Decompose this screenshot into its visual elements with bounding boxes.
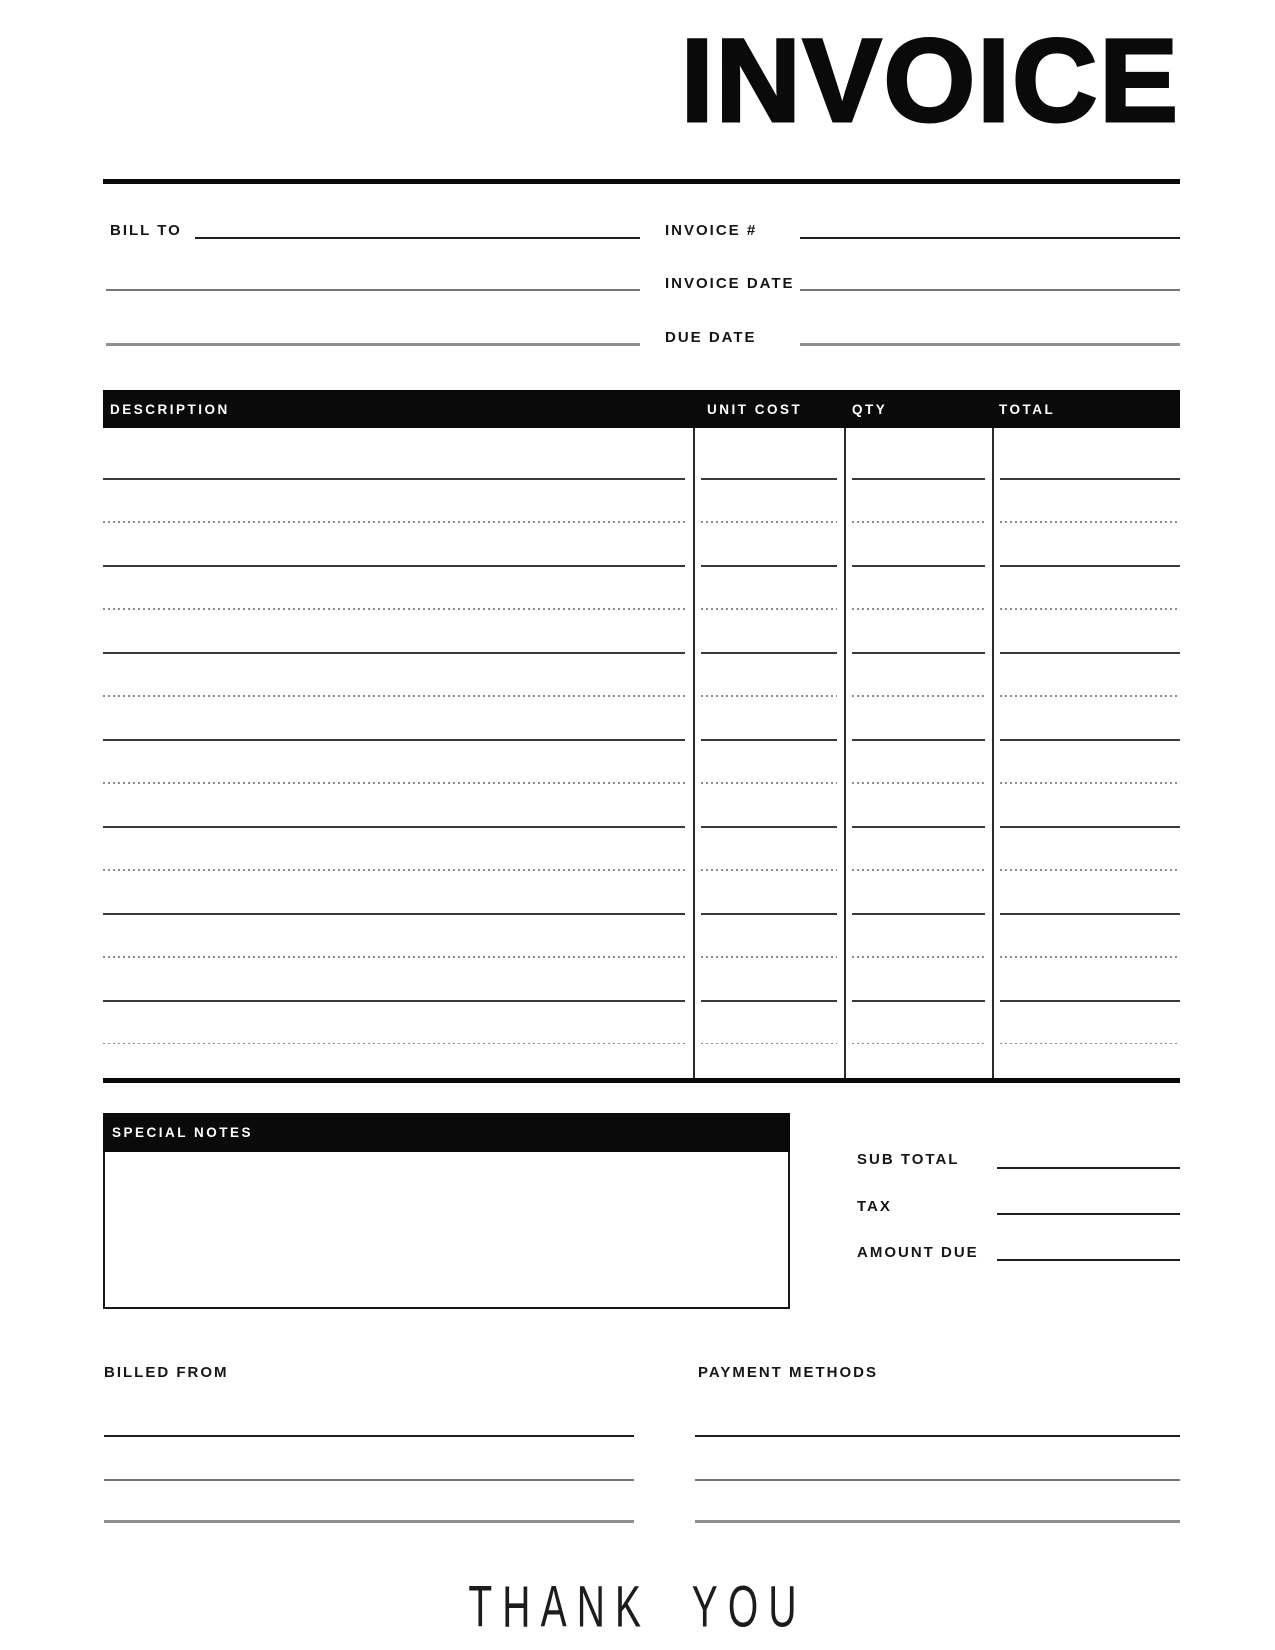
bill-to-input-line-2[interactable] <box>106 289 640 291</box>
billed-from-input-line-1[interactable] <box>104 1435 634 1437</box>
items-table-header <box>103 390 1180 428</box>
payment-methods-input-line-3[interactable] <box>695 1520 1180 1523</box>
table-column-divider <box>992 428 994 1078</box>
table-column-divider <box>844 428 846 1078</box>
payment-methods-label: PAYMENT METHODS <box>698 1364 879 1381</box>
page-title: INVOICE <box>680 15 1180 147</box>
col-unit-cost-label: UNIT COST <box>707 402 803 417</box>
items-table-body[interactable] <box>103 428 1180 1078</box>
col-qty-label: QTY <box>852 402 888 417</box>
table-bottom-rule <box>103 1078 1180 1083</box>
special-notes-header <box>103 1113 790 1152</box>
special-notes-label: SPECIAL NOTES <box>112 1125 254 1140</box>
subtotal-label: SUB TOTAL <box>857 1151 960 1168</box>
amount-due-label: AMOUNT DUE <box>857 1244 979 1261</box>
header-rule <box>103 179 1180 184</box>
due-date-input-line[interactable] <box>800 343 1180 346</box>
thank-you-text: THANK YOU <box>468 1574 807 1640</box>
payment-methods-input-line-2[interactable] <box>695 1479 1180 1481</box>
tax-label: TAX <box>857 1198 892 1215</box>
table-column-divider <box>693 428 695 1078</box>
col-description-label: DESCRIPTION <box>110 402 230 417</box>
payment-methods-input-line-1[interactable] <box>695 1435 1180 1437</box>
invoice-number-input-line[interactable] <box>800 237 1180 239</box>
tax-input-line[interactable] <box>997 1213 1180 1215</box>
invoice-date-input-line[interactable] <box>800 289 1180 291</box>
col-total-label: TOTAL <box>999 402 1056 417</box>
bill-to-input-line-1[interactable] <box>195 237 640 239</box>
subtotal-input-line[interactable] <box>997 1167 1180 1169</box>
amount-due-input-line[interactable] <box>997 1259 1180 1261</box>
billed-from-input-line-2[interactable] <box>104 1479 634 1481</box>
invoice-date-label: INVOICE DATE <box>665 275 795 292</box>
special-notes-box[interactable] <box>103 1152 790 1309</box>
billed-from-input-line-3[interactable] <box>104 1520 634 1523</box>
invoice-number-label: INVOICE # <box>665 222 758 239</box>
bill-to-label: BILL TO <box>110 222 182 239</box>
due-date-label: DUE DATE <box>665 329 757 346</box>
billed-from-label: BILLED FROM <box>104 1364 229 1381</box>
bill-to-input-line-3[interactable] <box>106 343 640 346</box>
